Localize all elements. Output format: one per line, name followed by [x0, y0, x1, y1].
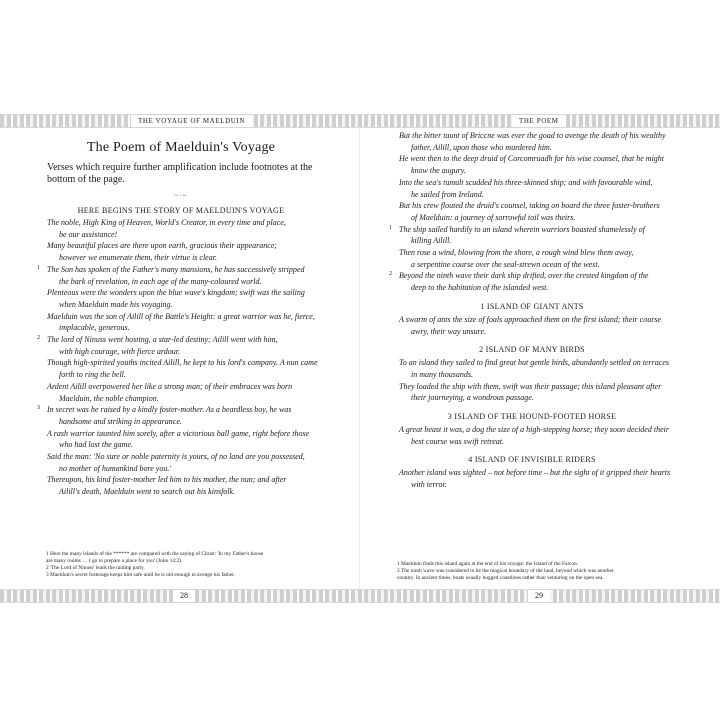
verse-stanza	[40, 311, 322, 334]
verse-stanza	[392, 153, 672, 176]
verse-line: Though high-spirited youths incited Ailill, he kept to his lord's company. A nun came	[47, 358, 318, 368]
verse-line: They loaded the ship with them, swift was their passage; this island pleasant after	[399, 381, 662, 391]
right-page-number: 29	[528, 590, 550, 602]
footnote-line: country. In ancient times, boats usually hugged coastlines rather than venturing on the open sea.	[397, 575, 604, 581]
verse-line-continued: who had lost the game.	[59, 440, 133, 450]
verse-stanza	[40, 381, 322, 404]
verse-line-continued: know the augury.	[411, 166, 466, 176]
verse-line-continued: however we enumerate them, their virtue is clear.	[59, 253, 217, 263]
verse-line: Thereupon, his kind foster-mother led him to his mother, the nun; and after	[47, 475, 287, 485]
verse-stanza	[389, 270, 672, 293]
section-ornament: ~·~	[174, 192, 188, 200]
verse-stanza	[40, 451, 322, 474]
verse-stanza	[40, 287, 322, 310]
verse-line-continued: deep to the habitation of the islanded west.	[411, 283, 549, 293]
verse-stanza	[40, 474, 322, 497]
verse-line-continued: implacable, generous.	[59, 323, 130, 333]
footnote-marker: 2	[37, 335, 40, 342]
footnote-marker: 3	[37, 405, 40, 412]
right-running-title: THE POEM	[512, 115, 566, 127]
footnote-line: 3 Maelduin's secret fosterage keeps him safe until he is old enough to avenge his father.	[46, 572, 235, 578]
left-stanza-list	[37, 217, 322, 498]
footnote-marker: 1	[37, 264, 40, 271]
footnote-marker: 2	[389, 271, 392, 278]
verse-line-continued: Maelduin, the noble champion.	[59, 393, 159, 403]
verse-stanza	[392, 424, 672, 447]
left-running-title: THE VOYAGE OF MAELDUIN	[131, 115, 252, 127]
island-sections	[392, 302, 672, 491]
verse-line: He went then to the deep druid of Corcomruadh for his wise counsel, that he might	[399, 154, 665, 164]
verse-line-continued: best course was swift retreat.	[411, 436, 504, 446]
right-footnotes	[397, 561, 663, 582]
verse-stanza	[389, 224, 672, 247]
footnote-line: 2 The ninth wave was considered to be the magical boundary of the land, beyond which was another	[397, 568, 614, 574]
verse-line: A swarm of ants the size of foals approached them on the first island; their course	[399, 314, 661, 324]
verse-line: Then rose a wind, blowing from the shore, a rough wind blew them away,	[399, 248, 634, 258]
footnote-line: 2 'The Lord of Ninuss' leads the raiding party.	[46, 565, 145, 571]
verse-stanza	[392, 247, 672, 270]
verse-line: To an island they sailed to find great but gentle birds, abundantly settled on terraces	[399, 358, 669, 368]
left-page	[37, 130, 322, 498]
verse-line-continued: handsome and striking in appearance.	[59, 416, 182, 426]
verse-line-continued: of Maelduin: a journey of sorrowful toil was theirs.	[411, 212, 576, 222]
verse-line: The lord of Ninuss went hosting, a star-led destiny; Ailill went with him,	[47, 335, 278, 345]
verse-line: Maelduin was the son of Ailill of the Battle's Height: a great warrior was he, fierce,	[47, 311, 315, 321]
island-heading: 4 ISLAND OF INVISIBLE RIDERS	[468, 455, 596, 465]
verse-stanza	[392, 314, 672, 337]
story-heading: HERE BEGINS THE STORY OF MAELDUIN'S VOYAGE	[77, 206, 285, 215]
verse-line-continued: be our assistance!	[59, 229, 118, 239]
verse-line: A great beast it was, a dog the size of a high-stepping horse; they soon decided their	[399, 425, 669, 435]
right-page	[389, 130, 672, 491]
verse-line-continued: awry, their way unsure.	[411, 326, 487, 336]
verse-stanza	[37, 334, 322, 357]
running-footer-band	[0, 589, 720, 603]
verse-line-continued: killing Ailill.	[411, 236, 452, 246]
verse-line: But the bitter taunt of Briccne was ever the goad to avenge the death of his wealthy	[399, 131, 666, 140]
verse-line: Plenteous were the wonders upon the blue wave's kingdom; swift was the sailing	[47, 288, 305, 298]
verse-line: In secret was he raised by a kindly foster-mother. As a beardless boy, he was	[47, 405, 292, 415]
chapter-title: The Poem of Maelduin's Voyage	[86, 140, 276, 155]
verse-stanza	[40, 240, 322, 263]
island-heading: 3 ISLAND OF THE HOUND-FOOTED HORSE	[447, 412, 617, 422]
right-stanza-list	[389, 130, 672, 294]
verse-line-continued: Ailill's death, Maelduin went to search out his kinsfolk.	[59, 487, 236, 497]
verse-line-continued: he sailed from Ireland.	[411, 189, 484, 199]
footnote-line: 1 Here the many islands of the ****** are compared with the saying of Christ: 'In my Father's house	[46, 551, 264, 557]
verse-stanza	[392, 467, 672, 490]
verse-line: Into the sea's tumult scudded his three-skinned ship; and with favourable wind,	[399, 177, 653, 187]
verse-line-continued: with terror.	[411, 480, 447, 490]
verse-line: A rash warrior taunted him sorely, after a victorious ball game, right before those	[47, 428, 310, 438]
verse-line: The ship sailed hardily to an island wherein warriors boasted shamelessly of	[399, 224, 645, 234]
verse-stanza	[392, 357, 672, 380]
verse-line-continued: with high courage, with fierce ardour.	[59, 346, 180, 356]
verse-stanza	[392, 177, 672, 200]
verse-stanza	[40, 217, 322, 240]
verse-stanza	[40, 428, 322, 451]
verse-line-continued: the bark of revelation, in each age of the many-coloured world.	[59, 276, 262, 286]
verse-line: Said the man: 'No sure or noble paternity is yours, of no land are you possessed,	[47, 452, 305, 462]
verse-line-continued: father, Ailill, upon those who murdered him.	[411, 142, 552, 152]
verse-line: But his crew flouted the druid's counsel, taking on board the three foster-brothers	[399, 201, 660, 211]
verse-stanza	[40, 357, 322, 380]
verse-stanza	[392, 200, 672, 223]
verse-line: The Son has spoken of the Father's many mansions, he has successively stripped	[47, 264, 305, 274]
intro-paragraph: Verses which require further amplification include footnotes at the bottom of the page.	[47, 162, 313, 185]
footnote-line: are many rooms … I go to prepare a place for you' (John 14:2).	[46, 558, 183, 564]
running-header-band	[0, 114, 720, 128]
verse-line: Many beautiful places are there upon earth, gracious their appearance;	[47, 241, 278, 251]
verse-line: The noble, High King of Heaven, World's Creator, in every time and place,	[47, 218, 286, 227]
verse-line-continued: a serpentine course over the seal-strewn ocean of the west.	[411, 259, 600, 269]
footnote-marker: 1	[389, 224, 392, 231]
verse-line-continued: their journeying, a wondrous passage.	[411, 393, 534, 403]
verse-line-continued: forth to ring the bell.	[59, 370, 126, 380]
verse-line-continued: no mother of humankind bore you.'	[59, 463, 172, 473]
island-heading: 1 ISLAND OF GIANT ANTS	[480, 301, 584, 311]
verse-stanza	[392, 130, 672, 153]
page-gutter	[359, 127, 360, 589]
left-page-number: 28	[173, 590, 195, 602]
verse-line-continued: when Maelduin made his voyaging.	[59, 299, 173, 309]
verse-line-continued: in many thousands.	[411, 369, 473, 379]
footnote-line: 1 Maelduin finds this island again at the end of his voyage: the Island of the Falcon.	[397, 561, 578, 567]
verse-line: Another island was sighted – not before time – but the sight of it gripped their hearts	[399, 468, 671, 478]
verse-stanza	[37, 404, 322, 427]
verse-stanza	[392, 381, 672, 404]
verse-stanza	[37, 264, 322, 287]
left-footnotes	[46, 551, 314, 579]
verse-line: Ardent Ailill overpowered her like a strong man; of their embraces was born	[47, 381, 293, 391]
island-heading: 2 ISLAND OF MANY BIRDS	[479, 345, 585, 355]
verse-line: Beyond the ninth wave their dark ship drifted, over the crested kingdom of the	[399, 271, 649, 281]
